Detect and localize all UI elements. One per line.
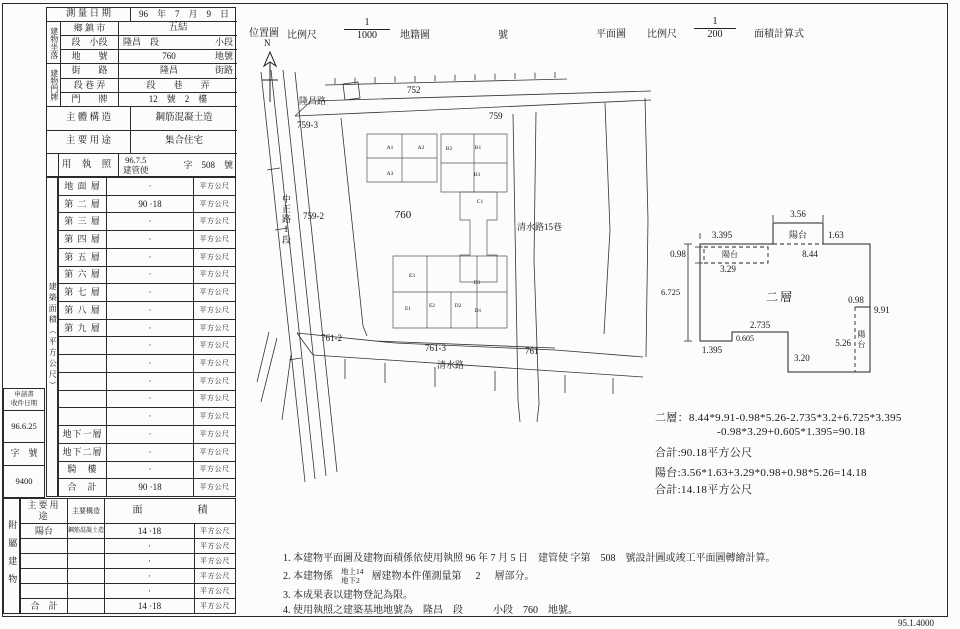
area-unit-label: 平方公尺: [193, 178, 235, 195]
floor-label: 合 計: [67, 482, 98, 493]
map-scale-denominator: 1000: [357, 29, 377, 41]
building-unit-label: D1: [474, 308, 482, 314]
area-unit-label: 平方公尺: [193, 196, 235, 213]
annex-usage: [21, 554, 67, 568]
floor-label: [59, 355, 106, 372]
dim-1-395: 1.395: [701, 345, 723, 355]
building-unit-label: B1: [474, 145, 482, 151]
area-unit-label: 平方公尺: [193, 479, 235, 496]
section-value-row: [119, 36, 237, 50]
note-2-tail: 層部分。: [494, 571, 535, 582]
area-rows: [58, 177, 236, 497]
location-map-drawing: [255, 70, 655, 485]
annex-structure: [67, 584, 104, 598]
floor-label: 第 三 層: [64, 216, 101, 227]
annex-header-area-right: 積: [197, 505, 208, 516]
plan-scale-denominator: 200: [707, 28, 723, 40]
area-unit-label: 平方公尺: [193, 267, 235, 284]
calc-line-1: 二層：8.44*9.91-0.98*5.26-2.735*3.2+6.725*3.395: [655, 412, 902, 424]
building-unit-label: D3: [473, 280, 481, 286]
dim-3-20: 3.20: [794, 353, 810, 363]
usage-label: 主 要 用 途: [47, 131, 131, 154]
parcel-760: 760: [394, 209, 412, 221]
floor-area-value: ·: [106, 267, 193, 284]
road-label-left: 中正路1段: [281, 194, 291, 245]
area-unit-label: 平方公尺: [193, 213, 235, 230]
annex-structure: [67, 599, 104, 613]
lane-value: 段 巷 弄: [119, 79, 237, 93]
floor-area-value: 90 ·18: [106, 479, 193, 496]
lane-label: 段 巷 弄: [61, 79, 119, 93]
annex-header-structure: 主要構造: [67, 499, 104, 523]
floor-area-value: ·: [106, 408, 193, 425]
section-value: 隆昌 段: [123, 36, 160, 47]
area-unit-label: 平方公尺: [194, 599, 235, 613]
structure-value: 鋼筋混凝土造: [131, 107, 237, 131]
area-unit-label: 平方公尺: [194, 524, 235, 538]
floor-area-row: [59, 212, 235, 230]
license-left-gap: [47, 154, 59, 178]
annex-structure: [67, 569, 104, 583]
dim-0-98-left: 0.98: [670, 249, 686, 259]
dim-5-26: 5.26: [835, 338, 851, 348]
lot-label: 地 號: [61, 50, 119, 64]
license-authority: 建管使: [123, 165, 149, 175]
annex-area-value: ·: [104, 569, 194, 583]
location-map-title: 位置圖: [249, 28, 279, 39]
building-unit-label: B3: [473, 172, 481, 178]
floor-area-value: ·: [106, 249, 193, 266]
room-label: 二層: [765, 290, 795, 304]
floor-label: 第 九 層: [64, 322, 101, 333]
site-group-label: 建物坐落: [47, 22, 61, 64]
floor-area-row: [59, 301, 235, 319]
floor-area-row: [59, 178, 235, 195]
map-scale-numerator: 1: [344, 17, 390, 30]
floor-label: 騎 樓: [67, 464, 98, 475]
note-2-prefix: 2. 本建物係: [283, 571, 333, 582]
floor-area-row: [59, 478, 235, 496]
floor-area-row: [59, 336, 235, 354]
area-side-label: 建築面積（平方公尺）: [46, 177, 58, 497]
lot-right: 地號: [214, 50, 233, 61]
floor-area-row: [59, 354, 235, 372]
annex-usage: [21, 584, 67, 598]
area-unit-label: 平方公尺: [194, 539, 235, 553]
floor-plan-drawing: [660, 200, 950, 390]
area-unit-label: 平方公尺: [193, 249, 235, 266]
annex-structure: 鋼筋混凝土造: [67, 524, 104, 538]
building-unit-label: A3: [386, 171, 394, 177]
annex-structure: [67, 539, 104, 553]
area-unit-label: 平方公尺: [193, 408, 235, 425]
map-scale-fraction: [344, 17, 390, 41]
floor-label: [59, 408, 106, 425]
calc-line-5: 合計:14.18平方公尺: [655, 484, 753, 496]
floor-label: [59, 373, 106, 390]
floor-area-value: ·: [106, 178, 193, 195]
dim-1-63: 1.63: [828, 230, 844, 240]
note-3: 3. 本成果表以建物登記為限。: [283, 590, 413, 601]
township-label: 鄉 鎮 市: [61, 22, 119, 36]
floor-area-row: [59, 443, 235, 461]
stamp-title-line2: 收件日期: [11, 399, 37, 407]
plan-scale-label: 比例尺: [647, 29, 677, 40]
map-scale-label: 比例尺: [287, 30, 317, 41]
annex-area-value: ·: [104, 539, 194, 553]
parcel-759-2: 759-2: [303, 211, 324, 221]
lot-value: 760: [162, 50, 176, 61]
floor-area-row: [59, 372, 235, 390]
usage-value: 集合住宅: [131, 131, 237, 154]
note-2: [283, 567, 535, 585]
building-unit-label: D2: [454, 303, 462, 309]
cadastral-sheet-label: 地籍圖: [400, 30, 430, 41]
annex-header-row: [21, 499, 235, 523]
north-label: N: [264, 38, 271, 48]
floor-area-value: ·: [106, 320, 193, 337]
annex-table: [20, 498, 236, 614]
floor-label: [59, 337, 106, 354]
annex-usage: 合 計: [30, 600, 58, 611]
dim-3-56: 3.56: [790, 209, 806, 219]
floor-plan-title: 平面圖: [596, 29, 626, 40]
dim-0-98-right: 0.98: [848, 295, 864, 305]
annex-side-label: 附屬建物: [3, 498, 20, 614]
address-group-label: 建物門牌: [47, 64, 61, 107]
floor-area-value: ·: [106, 213, 193, 230]
section-right: 小段: [214, 36, 233, 47]
annex-row: [21, 538, 235, 553]
building-unit-labels: [387, 145, 484, 314]
floor-label: 第 六 層: [64, 269, 101, 280]
door-value: 12 號 2 樓: [119, 93, 237, 107]
note-2-floors: [341, 568, 364, 585]
floor-label: 地 面 層: [64, 180, 101, 191]
annex-row: [21, 598, 235, 613]
survey-date-value: 96 年 7 月 9 日: [131, 8, 237, 22]
floor-area-row: [59, 230, 235, 248]
lot-value-row: [119, 50, 237, 64]
dim-8-44: 8.44: [802, 249, 818, 259]
calc-line-4: 陽台:3.56*1.63+3.29*0.98+0.98*5.26=14.18: [655, 467, 867, 480]
road-label-right: 清水路15巷: [517, 222, 563, 232]
receipt-stamp-box: [3, 388, 45, 498]
cadastral-sheet-suffix: 號: [498, 30, 508, 41]
print-code: 95.1.4000: [898, 618, 934, 628]
dim-9-91: 9.91: [874, 305, 890, 315]
floor-area-value: ·: [106, 373, 193, 390]
floor-area-row: [59, 390, 235, 408]
calc-line-2: -0.98*3.29+0.605*1.395=90.18: [717, 425, 866, 438]
stamp-title: [4, 389, 44, 411]
parcel-761-3: 761-3: [425, 343, 446, 353]
parcel-761: 761: [525, 346, 539, 356]
license-value-row: [119, 154, 237, 178]
area-unit-label: 平方公尺: [193, 355, 235, 372]
stamp-zi-label: 字 號: [4, 443, 44, 466]
dim-3-29: 3.29: [720, 264, 736, 274]
area-unit-label: 平方公尺: [193, 391, 235, 408]
floor-area-value: ·: [106, 302, 193, 319]
note-1: 1. 本建物平面圖及建物面積係依使用執照 96 年 7 月 5 日 建管使 字第 508 號設計圖或竣工平面圖轉繪計算。: [283, 553, 776, 564]
parcel-759: 759: [489, 111, 503, 121]
floor-label: 地下二層: [62, 446, 103, 457]
area-unit-label: 平方公尺: [193, 320, 235, 337]
area-calc-block: [655, 412, 955, 498]
dim-2-735: 2.735: [749, 320, 771, 330]
balcony-label-right: 陽台: [857, 330, 866, 350]
license-label: 用 執 照: [59, 154, 119, 178]
section-label: 段 小段: [61, 36, 119, 50]
calc-line-3: 合計:90.18平方公尺: [655, 446, 753, 459]
floor-area-row: [59, 461, 235, 479]
floor-area-value: ·: [106, 462, 193, 479]
floor-label: 第 四 層: [64, 234, 101, 245]
floor-area-row: [59, 425, 235, 443]
floor-area-row: [59, 195, 235, 213]
building-unit-label: E3: [408, 273, 416, 279]
annex-row: [21, 583, 235, 598]
annex-area-value: ·: [104, 554, 194, 568]
building-unit-label: A1: [386, 145, 394, 151]
annex-row: [21, 553, 235, 568]
floor-area-row: [59, 248, 235, 266]
balcony-label-top: 陽台: [788, 230, 808, 240]
floor-area-value: ·: [106, 231, 193, 248]
plan-scale-fraction: [694, 16, 736, 40]
license-date: 96.7.5: [125, 155, 147, 166]
area-calc-title: 面積計算式: [754, 29, 804, 40]
street-label: 街 路: [61, 64, 119, 79]
annex-row: [21, 523, 235, 538]
area-unit-label: 平方公尺: [193, 337, 235, 354]
balcony-label-left: 陽台: [722, 250, 738, 259]
building-unit-label: B2: [445, 146, 453, 152]
annex-structure: [67, 554, 104, 568]
area-unit-label: 平方公尺: [193, 302, 235, 319]
floor-label: 第 五 層: [64, 251, 101, 262]
parcel-752: 752: [407, 85, 421, 95]
building-unit-label: A2: [417, 145, 425, 151]
floor-area-value: ·: [106, 355, 193, 372]
area-unit-label: 平方公尺: [193, 373, 235, 390]
note-4: 4. 使用執照之建築基地地號為 隆昌 段 小段 760 地號。: [283, 605, 578, 616]
street-value: 隆昌: [159, 65, 178, 76]
floor-area-value: ·: [106, 426, 193, 443]
building-unit-label: C1: [476, 199, 484, 205]
area-unit-label: 平方公尺: [194, 569, 235, 583]
annex-header-usage: 主要用途: [27, 500, 61, 521]
building-unit-label: E2: [428, 303, 436, 309]
area-unit-label: 平方公尺: [193, 231, 235, 248]
area-unit-label: 平方公尺: [194, 554, 235, 568]
info-table: [46, 7, 236, 177]
floor-area-row: [59, 319, 235, 337]
floor-area-value: ·: [106, 337, 193, 354]
annex-header-area: [104, 499, 235, 523]
road-label-bottom: 清水路: [437, 360, 465, 370]
annex-usage: [21, 539, 67, 553]
floor-area-row: [59, 407, 235, 425]
floor-area-row: [59, 283, 235, 301]
annex-usage: [21, 569, 67, 583]
area-unit-label: 平方公尺: [193, 426, 235, 443]
parcel-759-3: 759-3: [297, 120, 318, 130]
floor-area-value: ·: [106, 391, 193, 408]
floor-area-value: ·: [106, 444, 193, 461]
survey-date-label: 測 量 日 期: [47, 8, 131, 22]
plan-scale-numerator: 1: [694, 16, 736, 29]
door-label: 門 牌: [61, 93, 119, 107]
annex-area-value: 14 ·18: [104, 599, 194, 613]
annex-area-value: ·: [104, 584, 194, 598]
area-unit-label: 平方公尺: [193, 284, 235, 301]
note-2-above: 地上14: [341, 567, 364, 577]
annex-header-area-left: 面: [132, 505, 143, 516]
floor-label: 地下一層: [62, 428, 103, 439]
license-number: 字 508 號: [183, 160, 233, 171]
floor-area-value: 90 ·18: [106, 196, 193, 213]
note-2-floor-number: 2: [475, 571, 481, 582]
floor-label: 第 二 層: [64, 198, 101, 209]
street-value-row: [119, 64, 237, 79]
note-2-mid: 層建物本件僅測量第: [371, 571, 462, 582]
floor-area-row: [59, 266, 235, 284]
floor-area-value: ·: [106, 284, 193, 301]
area-unit-label: 平方公尺: [193, 462, 235, 479]
dim-3-395: 3.395: [711, 230, 733, 240]
parcel-761-2: 761-2: [321, 333, 342, 343]
road-label-top: 隆昌路: [299, 96, 327, 106]
structure-label: 主 體 構 造: [47, 107, 131, 131]
annex-row: [21, 568, 235, 583]
stamp-number: 9400: [15, 476, 33, 487]
floor-label: [59, 391, 106, 408]
note-2-below: 地下2: [341, 575, 360, 585]
township-value: 五結: [119, 22, 237, 36]
area-unit-label: 平方公尺: [194, 584, 235, 598]
building-unit-label: E1: [404, 306, 412, 312]
dim-0-605: 0.605: [736, 334, 754, 343]
stamp-date: 96.6.25: [4, 411, 44, 443]
floor-label: 第 七 層: [64, 287, 101, 298]
area-unit-label: 平方公尺: [193, 444, 235, 461]
street-right: 街路: [214, 65, 233, 76]
floor-label: 第 八 層: [64, 304, 101, 315]
annex-area-value: 14 ·18: [104, 524, 194, 538]
annex-usage: 陽台: [34, 525, 53, 536]
dim-6-725: 6.725: [661, 287, 681, 297]
license-left-block: [123, 156, 149, 176]
stamp-title-line1: 申請書: [14, 391, 34, 399]
